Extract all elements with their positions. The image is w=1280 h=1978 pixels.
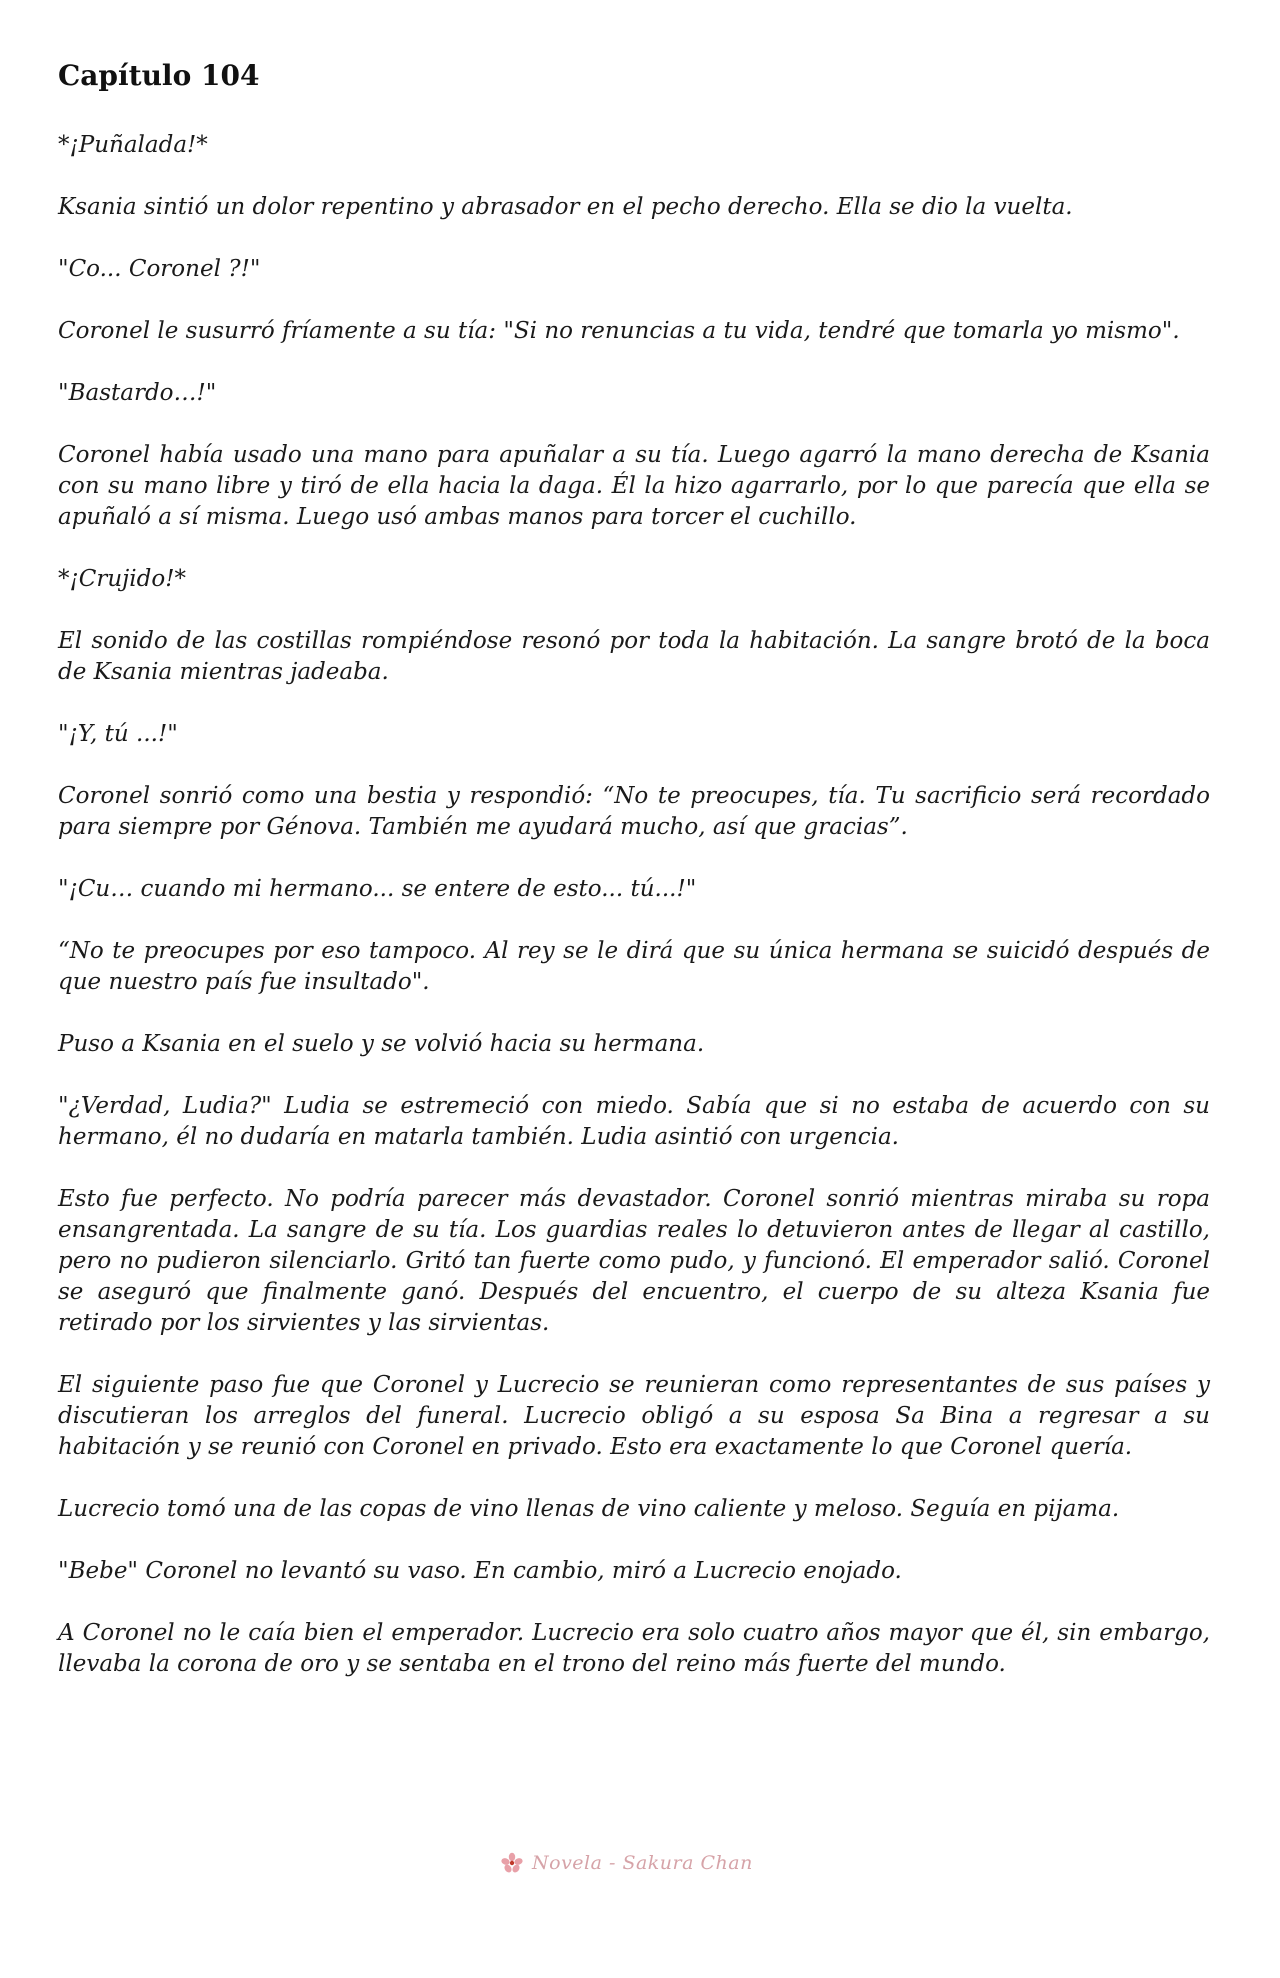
paragraph: Esto fue perfecto. No podría parecer más devastador. Coronel sonrió mientras miraba su ropa ensangrentada. La sangre de su tía. Los guardias reales lo detuvieron antes de llegar al castillo, pero no pudieron silenciarlo. Gritó tan fuerte como pudo, y funcionó. El emperador salió. Coronel se aseguró que finalmente ganó. Después del encuentro, el cuerpo de su alteza Ksania fue retirado por los sirvientes y las sirvientas. <box>58 1186 1210 1336</box>
paragraph: El siguiente paso fue que Coronel y Lucrecio se reunieran como representantes de sus países y discutieran los arreglos del funeral. Lucrecio obligó a su esposa Sa Bina a regresar a su habitación y se reunió con Coronel en privado. Esto era exactamente lo que Coronel quería. <box>58 1372 1210 1460</box>
paragraph: *¡Crujido!* <box>58 566 186 592</box>
watermark-text: Novela - Sakura Chan <box>532 1852 753 1874</box>
paragraph: "Bebe" Coronel no levantó su vaso. En cambio, miró a Lucrecio enojado. <box>58 1558 902 1584</box>
paragraph: Coronel sonrió como una bestia y respondió: “No te preocupes, tía. Tu sacrificio será recordado para siempre por Génova. También me ayudará mucho, así que gracias”. <box>58 783 1210 840</box>
paragraph: Ksania sintió un dolor repentino y abrasador en el pecho derecho. Ella se dio la vuelta. <box>58 194 1073 220</box>
paragraph: Puso a Ksania en el suelo y se volvió hacia su hermana. <box>58 1031 705 1057</box>
paragraph: A Coronel no le caía bien el emperador. Lucrecio era solo cuatro años mayor que él, sin embargo, llevaba la corona de oro y se sentaba en el trono del reino más fuerte del mundo. <box>58 1620 1210 1677</box>
paragraph: “No te preocupes por eso tampoco. Al rey se le dirá que su única hermana se suicidó después de que nuestro país fue insultado". <box>58 938 1210 995</box>
paragraph: Coronel había usado una mano para apuñalar a su tía. Luego agarró la mano derecha de Ksania con su mano libre y tiró de ella hacia la daga. Él la hizo agarrarlo, por lo que parecía que ella se apuñaló a sí misma. Luego usó ambas manos para torcer el cuchillo. <box>58 442 1210 530</box>
paragraph: "¡Y, tú ...!" <box>58 721 178 747</box>
chapter-title: Capítulo 104 <box>58 59 260 92</box>
paragraph: *¡Puñalada!* <box>58 132 208 158</box>
paragraph: El sonido de las costillas rompiéndose resonó por toda la habitación. La sangre brotó de la boca de Ksania mientras jadeaba. <box>58 628 1210 685</box>
paragraph: Coronel le susurró fríamente a su tía: "Si no renuncias a tu vida, tendré que tomarla yo mismo". <box>58 318 1180 344</box>
paragraph: "Co... Coronel ?!" <box>58 256 261 282</box>
paragraph: "¡Cu… cuando mi hermano... se entere de esto... tú...!" <box>58 876 697 902</box>
sakura-flower-icon <box>500 1852 524 1874</box>
paragraph: "¿Verdad, Ludia?" Ludia se estremeció con miedo. Sabía que si no estaba de acuerdo con su hermano, él no dudaría en matarla también. Ludia asintió con urgencia. <box>58 1093 1210 1150</box>
paragraph: Lucrecio tomó una de las copas de vino llenas de vino caliente y meloso. Seguía en pijama. <box>58 1496 1120 1522</box>
document-page <box>58 52 1210 1711</box>
watermark-logo <box>500 1852 753 1874</box>
chapter-body <box>58 130 1210 1680</box>
paragraph: "Bastardo…!" <box>58 380 217 406</box>
